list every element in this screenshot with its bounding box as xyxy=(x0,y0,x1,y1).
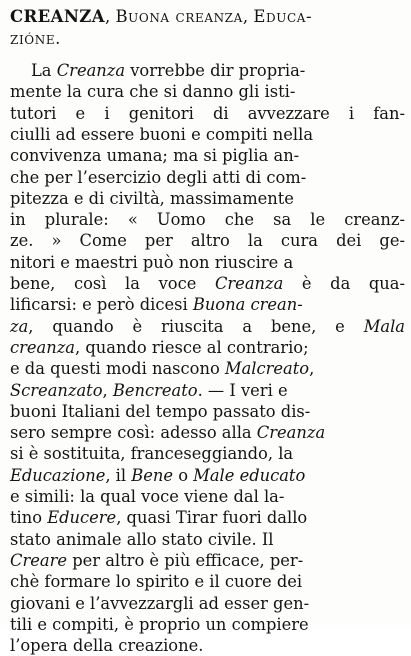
text-run: La xyxy=(31,61,57,80)
definition-line xyxy=(31,60,305,81)
italic-term: Bene xyxy=(131,465,174,485)
definition-line xyxy=(10,294,303,315)
definition-line xyxy=(10,81,295,102)
definition-line xyxy=(10,593,309,614)
headword-separator: , xyxy=(242,7,254,26)
text-run: mente la cura che si danno gli isti- xyxy=(10,82,296,102)
italic-term: Educazione xyxy=(10,465,106,485)
italic-term: Mala xyxy=(363,316,405,336)
text-run: ciulli ad essere buoni e compiti nella xyxy=(10,124,314,144)
definition-line xyxy=(10,635,203,656)
headword-separator: , xyxy=(104,7,116,26)
headword-line-2: zióne. xyxy=(10,29,62,48)
text-run: bene, così la voce xyxy=(10,274,215,293)
definition-line xyxy=(10,252,293,273)
text-run: e simili: la qual voce viene dal la- xyxy=(10,487,285,506)
headword-variant-buona-creanza: Buona creanza xyxy=(115,7,243,26)
text-run: , quasi Tirar fuori dallo xyxy=(116,508,308,528)
italic-term: Buona crean- xyxy=(192,295,303,315)
definition-line xyxy=(10,167,306,188)
definition-line xyxy=(10,380,288,401)
definition-line xyxy=(10,273,405,294)
definition-line xyxy=(10,507,307,528)
text-run: l’opera della creazione. xyxy=(10,636,204,656)
text-run: e da questi modi nascono xyxy=(10,359,225,379)
text-run: tutori e i genitori di avvezzare i fan- xyxy=(10,103,405,123)
text-run: lificarsi: e però dicesi xyxy=(10,295,193,315)
text-run: buoni Italiani del tempo passato dis- xyxy=(10,401,311,421)
text-run: pitezza e di civiltà, massimamente xyxy=(10,188,294,208)
text-run: stato animale allo stato civile. Il xyxy=(10,529,274,549)
italic-term: Creanza xyxy=(214,274,284,293)
text-run: . — I veri e xyxy=(197,380,288,400)
italic-term: Creare xyxy=(10,550,68,570)
text-run: , il xyxy=(105,465,132,485)
definition-line xyxy=(10,103,405,124)
definition-line xyxy=(10,465,305,486)
text-run: tino xyxy=(10,508,48,528)
text-run: sero sempre così: adesso alla xyxy=(10,423,257,443)
text-run: è da qua- xyxy=(283,274,405,293)
definition-line xyxy=(10,443,293,464)
definition-line xyxy=(10,401,310,422)
definition-line xyxy=(10,486,284,507)
definition-line xyxy=(10,124,313,145)
definition-line xyxy=(10,550,303,571)
text-run: nitori e maestri può non riuscire a xyxy=(10,252,294,272)
text-run: tili e compiti, è proprio un compiere xyxy=(10,614,309,634)
definition-line xyxy=(10,188,294,209)
text-run: , xyxy=(309,359,315,379)
text-run: in plurale: « Uomo che sa le creanz- xyxy=(10,210,405,230)
definition-line xyxy=(10,316,405,337)
definition-line xyxy=(10,209,405,230)
italic-term: za xyxy=(10,316,29,336)
text-run: chè formare lo spirito e il cuore dei xyxy=(10,572,303,592)
italic-term: Malcreato xyxy=(224,359,310,379)
italic-term: Creanza xyxy=(256,423,326,443)
definition-line xyxy=(10,529,273,550)
italic-term: Male educato xyxy=(193,465,306,485)
text-run: che per l’esercizio degli atti di com- xyxy=(10,167,307,187)
definition-line xyxy=(10,230,405,251)
italic-term: creanza xyxy=(10,337,76,357)
definition-line xyxy=(10,358,314,379)
headword-line-1 xyxy=(10,6,405,28)
text-run: o xyxy=(173,465,194,485)
definition-line xyxy=(10,422,325,443)
italic-term: Educere xyxy=(47,508,117,528)
text-run: , xyxy=(102,380,113,400)
italic-term: Screanzato xyxy=(10,380,103,400)
entry-headword xyxy=(10,6,405,50)
text-run: , quando è riuscita a bene, e xyxy=(28,316,364,336)
text-run: , quando riesce al contrario; xyxy=(75,337,309,357)
text-run: convivenza umana; ma si piglia an- xyxy=(10,146,300,166)
headword-variant-educazione: Educa- xyxy=(253,7,313,26)
headword-term: CREANZA xyxy=(10,7,105,26)
text-run: ze. » Come per altro la cura dei ge- xyxy=(10,231,405,251)
definition-line xyxy=(10,614,309,635)
text-run: giovani e l’avvezzargli ad esser gen- xyxy=(10,593,310,613)
definition-line xyxy=(10,337,309,358)
italic-term: Creanza xyxy=(56,61,126,80)
italic-term: Bencreato xyxy=(112,380,198,400)
definition-line xyxy=(10,145,299,166)
text-run: vorrebbe dir propria- xyxy=(125,61,306,80)
text-run: per altro è più efficace, per- xyxy=(67,550,304,570)
text-run: si è sostituita, franceseggiando, la xyxy=(10,444,294,464)
definition-line xyxy=(10,571,302,592)
